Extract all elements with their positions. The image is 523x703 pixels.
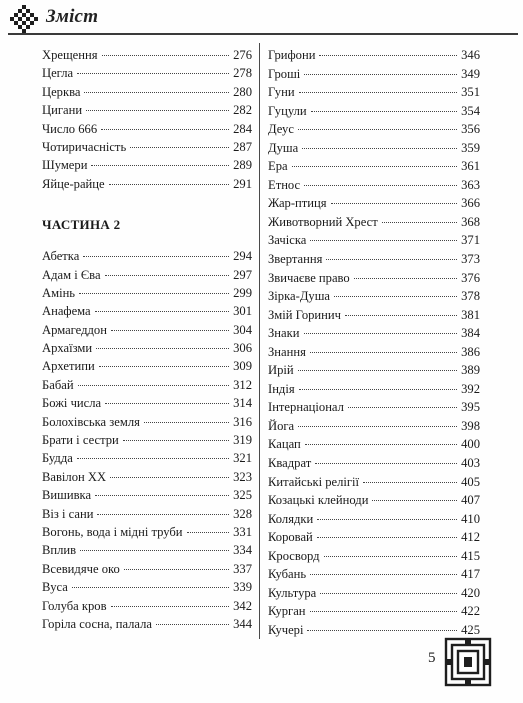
dot-leader: [305, 444, 457, 445]
entry-page: 299: [233, 285, 252, 300]
entry-page: 321: [233, 451, 252, 466]
toc-entry: [42, 140, 252, 158]
entry-page: 331: [233, 524, 252, 539]
entry-title: Етнос: [268, 177, 301, 192]
toc-entry: [268, 233, 480, 252]
entry-page: 386: [461, 344, 480, 359]
entry-page: 405: [461, 474, 480, 489]
entry-page: 284: [233, 121, 252, 136]
toc-entry: [268, 271, 480, 290]
dot-leader: [83, 256, 229, 257]
toc-entry: [268, 326, 480, 345]
entry-title: Звичаєве право: [268, 270, 350, 285]
toc-entry: [268, 604, 480, 623]
dot-leader: [80, 550, 229, 551]
dot-leader: [331, 203, 458, 204]
toc-entry: [42, 507, 252, 525]
entry-page: 356: [461, 122, 480, 137]
dot-leader: [156, 624, 229, 625]
dot-leader: [310, 611, 458, 612]
entry-page: 287: [233, 139, 252, 154]
dot-leader: [84, 92, 229, 93]
dot-leader: [111, 330, 229, 331]
entry-title: Вишивка: [42, 488, 92, 503]
toc-entry: [268, 400, 480, 419]
dot-leader: [307, 630, 457, 631]
entry-page: 323: [233, 469, 252, 484]
header-rule: [8, 33, 518, 35]
entry-page: 312: [233, 377, 252, 392]
toc-entry: [268, 437, 480, 456]
entry-title: Брати і сестри: [42, 433, 119, 448]
toc-entry: [268, 104, 480, 123]
entry-title: Архетипи: [42, 359, 95, 374]
entry-page: 294: [233, 249, 252, 264]
entry-title: Анафема: [42, 304, 91, 319]
entry-title: Коровай: [268, 530, 313, 545]
dot-leader: [101, 129, 229, 130]
entry-title: Вуса: [42, 580, 68, 595]
entry-page: 278: [233, 66, 252, 81]
toc-entry: [42, 249, 252, 267]
entry-title: Цигани: [42, 103, 83, 118]
entry-title: Кубань: [268, 567, 307, 582]
entry-title: Кучері: [268, 622, 304, 637]
entry-page: 354: [461, 103, 480, 118]
toc-entry: [268, 178, 480, 197]
entry-title: Будда: [42, 451, 73, 466]
entry-page: 410: [461, 511, 480, 526]
toc-entry: [268, 196, 480, 215]
entry-title: Ирій: [268, 363, 294, 378]
dot-leader: [372, 500, 457, 501]
entry-title: Число 666: [42, 121, 98, 136]
toc-entry: [268, 456, 480, 475]
dot-leader: [317, 537, 457, 538]
dot-leader: [354, 278, 457, 279]
dot-leader: [79, 293, 229, 294]
toc-entry: [268, 141, 480, 160]
dot-leader: [317, 519, 457, 520]
entry-title: Цегла: [42, 66, 74, 81]
entry-title: Бабай: [42, 377, 74, 392]
entry-title: Індія: [268, 381, 295, 396]
dot-leader: [302, 148, 457, 149]
entry-page: 282: [233, 103, 252, 118]
entry-page: 398: [461, 418, 480, 433]
toc-right-column: [268, 48, 480, 642]
entry-title: Животворний Хрест: [268, 214, 378, 229]
dot-leader: [299, 92, 458, 93]
page-title: Зміст: [46, 6, 99, 27]
entry-title: Кросворд: [268, 548, 320, 563]
toc-entry: [268, 85, 480, 104]
toc-entry: [42, 341, 252, 359]
dot-leader: [102, 55, 230, 56]
page-number: 5: [428, 650, 436, 666]
embroidery-ornament-icon: [8, 4, 40, 34]
toc-entry: [42, 323, 252, 341]
dot-leader: [96, 348, 229, 349]
entry-page: 392: [461, 381, 480, 396]
entry-title: Шумери: [42, 158, 88, 173]
dot-leader: [130, 147, 229, 148]
entry-title: Хрещення: [42, 48, 98, 62]
entry-title: Всевидяче око: [42, 561, 120, 576]
entry-page: 422: [461, 604, 480, 619]
entry-title: Ера: [268, 159, 288, 174]
entry-title: Адам і Єва: [42, 267, 101, 282]
entry-page: 276: [233, 48, 252, 62]
dot-leader: [311, 111, 458, 112]
entry-page: 280: [233, 84, 252, 99]
dot-leader: [97, 514, 229, 515]
toc-entry: [42, 359, 252, 377]
entry-title: Душа: [268, 140, 299, 155]
dot-leader: [109, 184, 229, 185]
entry-page: 395: [461, 400, 480, 415]
dot-leader: [382, 222, 457, 223]
entry-page: 304: [233, 322, 252, 337]
entry-page: 384: [461, 326, 480, 341]
entry-page: 363: [461, 177, 480, 192]
dot-leader: [123, 440, 229, 441]
entry-title: Колядки: [268, 511, 314, 526]
entry-title: Абетка: [42, 249, 80, 264]
toc-entry: [42, 562, 252, 580]
dot-leader: [95, 311, 229, 312]
toc-entry: [268, 493, 480, 512]
entry-page: 381: [461, 307, 480, 322]
toc-entry: [42, 85, 252, 103]
entry-page: 349: [461, 66, 480, 81]
dot-leader: [95, 495, 229, 496]
dot-leader: [334, 296, 457, 297]
dot-leader: [298, 129, 457, 130]
entry-title: Божі числа: [42, 396, 102, 411]
dot-leader: [320, 593, 457, 594]
entry-title: Звертання: [268, 252, 323, 267]
entry-title: Архаїзми: [42, 341, 93, 356]
entry-page: 337: [233, 561, 252, 576]
toc-entry: [268, 363, 480, 382]
entry-title: Китайські релігії: [268, 474, 360, 489]
toc-entry: [268, 67, 480, 86]
dot-leader: [77, 73, 229, 74]
entry-page: 351: [461, 85, 480, 100]
entry-title: Чотиричасність: [42, 139, 127, 154]
toc-entry: [268, 345, 480, 364]
toc-entry: [268, 530, 480, 549]
entry-title: Курган: [268, 604, 306, 619]
entry-title: Гуцули: [268, 103, 307, 118]
toc-entry: [42, 451, 252, 469]
toc-entry: [268, 475, 480, 494]
entry-title: Деус: [268, 122, 294, 137]
entry-page: 389: [461, 363, 480, 378]
entry-title: Амінь: [42, 285, 76, 300]
toc-entry: [42, 103, 252, 121]
dot-leader: [292, 166, 458, 167]
dot-leader: [324, 556, 458, 557]
entry-page: 289: [233, 158, 252, 173]
entry-title: Кацап: [268, 437, 301, 452]
section-title: ЧАСТИНА 2: [42, 217, 121, 233]
entry-page: 371: [461, 233, 480, 248]
column-divider: [259, 43, 260, 639]
entry-page: 346: [461, 48, 480, 62]
dot-leader: [304, 185, 457, 186]
toc-entry: [42, 378, 252, 396]
entry-title: Зірка-Душа: [268, 289, 330, 304]
entry-page: 417: [461, 567, 480, 582]
toc-entry: [268, 567, 480, 586]
entry-title: Яйце-райце: [42, 176, 105, 191]
toc-left-column: [42, 48, 252, 635]
toc-entry: [42, 122, 252, 140]
dot-leader: [78, 385, 230, 386]
entry-page: 342: [233, 598, 252, 613]
entry-page: 366: [461, 196, 480, 211]
toc-entry: [42, 525, 252, 543]
entry-page: 376: [461, 270, 480, 285]
page-header: [0, 0, 523, 38]
toc-entry: [268, 419, 480, 438]
entry-page: 319: [233, 433, 252, 448]
toc-entry: [42, 177, 252, 195]
entry-title: Інтернаціонал: [268, 400, 344, 415]
entry-title: Жар-птиця: [268, 196, 327, 211]
entry-page: 316: [233, 414, 252, 429]
entry-page: 301: [233, 304, 252, 319]
toc-entry: [268, 586, 480, 605]
toc-entry: [42, 470, 252, 488]
dot-leader: [72, 587, 229, 588]
entry-title: Зачіска: [268, 233, 307, 248]
toc-entry: [268, 159, 480, 178]
dot-leader: [144, 422, 229, 423]
entry-page: 339: [233, 580, 252, 595]
dot-leader: [105, 403, 229, 404]
entry-title: Вогонь, вода і мідні труби: [42, 524, 183, 539]
entry-page: 420: [461, 585, 480, 600]
entry-title: Знання: [268, 344, 306, 359]
toc-entry: [268, 512, 480, 531]
dot-leader: [110, 477, 229, 478]
toc-entry: [42, 599, 252, 617]
toc-entry: [42, 488, 252, 506]
ornament-icon: [443, 636, 493, 688]
entry-title: Церква: [42, 84, 81, 99]
entry-page: 328: [233, 506, 252, 521]
dot-leader: [105, 275, 230, 276]
toc-entry: [268, 289, 480, 308]
entry-page: 306: [233, 341, 252, 356]
dot-leader: [77, 458, 229, 459]
entry-title: Армагеддон: [42, 322, 107, 337]
toc-entry: [268, 382, 480, 401]
dot-leader: [304, 333, 458, 334]
dot-leader: [363, 482, 457, 483]
entry-title: Віз і сани: [42, 506, 94, 521]
entry-title: Гуни: [268, 85, 295, 100]
dot-leader: [298, 426, 457, 427]
toc-entry: [42, 543, 252, 561]
entry-page: 368: [461, 214, 480, 229]
dot-leader: [91, 165, 229, 166]
entry-page: 291: [233, 176, 252, 191]
dot-leader: [298, 370, 457, 371]
toc-entry: [42, 158, 252, 176]
entry-page: 373: [461, 252, 480, 267]
entry-title: Квадрат: [268, 456, 312, 471]
entry-page: 359: [461, 140, 480, 155]
entry-title: Культура: [268, 585, 317, 600]
entry-page: 309: [233, 359, 252, 374]
dot-leader: [111, 606, 230, 607]
entry-page: 297: [233, 267, 252, 282]
entry-page: 415: [461, 548, 480, 563]
dot-leader: [310, 240, 457, 241]
entry-page: 403: [461, 456, 480, 471]
toc-entry: [42, 48, 252, 66]
dot-leader: [310, 574, 457, 575]
entry-page: 407: [461, 493, 480, 508]
entry-title: Горіла сосна, палала: [42, 616, 153, 631]
dot-leader: [99, 366, 229, 367]
toc-entry: [42, 268, 252, 286]
entry-title: Козацькі клейноди: [268, 493, 369, 508]
toc-entry: [42, 617, 252, 635]
toc-entry: [42, 415, 252, 433]
dot-leader: [310, 352, 457, 353]
entry-title: Болохівська земля: [42, 414, 140, 429]
dot-leader: [315, 463, 457, 464]
toc-entry: [42, 580, 252, 598]
toc-entry: [268, 252, 480, 271]
dot-leader: [345, 315, 457, 316]
dot-leader: [304, 74, 457, 75]
entry-page: 412: [461, 530, 480, 545]
entry-page: 334: [233, 543, 252, 558]
entry-title: Змій Горинич: [268, 307, 341, 322]
toc-entry: [42, 433, 252, 451]
toc-entry: [42, 396, 252, 414]
entry-page: 361: [461, 159, 480, 174]
entry-page: 325: [233, 488, 252, 503]
toc-entry: [42, 304, 252, 322]
entry-title: Вплив: [42, 543, 77, 558]
entry-page: 400: [461, 437, 480, 452]
dot-leader: [124, 569, 229, 570]
entry-page: 378: [461, 289, 480, 304]
dot-leader: [299, 389, 457, 390]
dot-leader: [86, 110, 229, 111]
entry-page: 425: [461, 622, 480, 637]
entry-title: Йога: [268, 418, 295, 433]
dot-leader: [348, 407, 457, 408]
dot-leader: [319, 55, 457, 56]
toc-entry: [268, 308, 480, 327]
entry-title: Грифони: [268, 48, 316, 62]
dot-leader: [326, 259, 457, 260]
entry-title: Гроші: [268, 66, 301, 81]
dot-leader: [187, 532, 230, 533]
toc-entry: [42, 286, 252, 304]
toc-entry: [268, 549, 480, 568]
toc-entry: [42, 66, 252, 84]
entry-title: Вавілон ХХ: [42, 469, 107, 484]
entry-page: 314: [233, 396, 252, 411]
toc-entry: [268, 122, 480, 141]
toc-entry: [268, 48, 480, 67]
entry-title: Голуба кров: [42, 598, 107, 613]
entry-page: 344: [233, 616, 252, 631]
toc-entry: [268, 215, 480, 234]
entry-title: Знаки: [268, 326, 300, 341]
